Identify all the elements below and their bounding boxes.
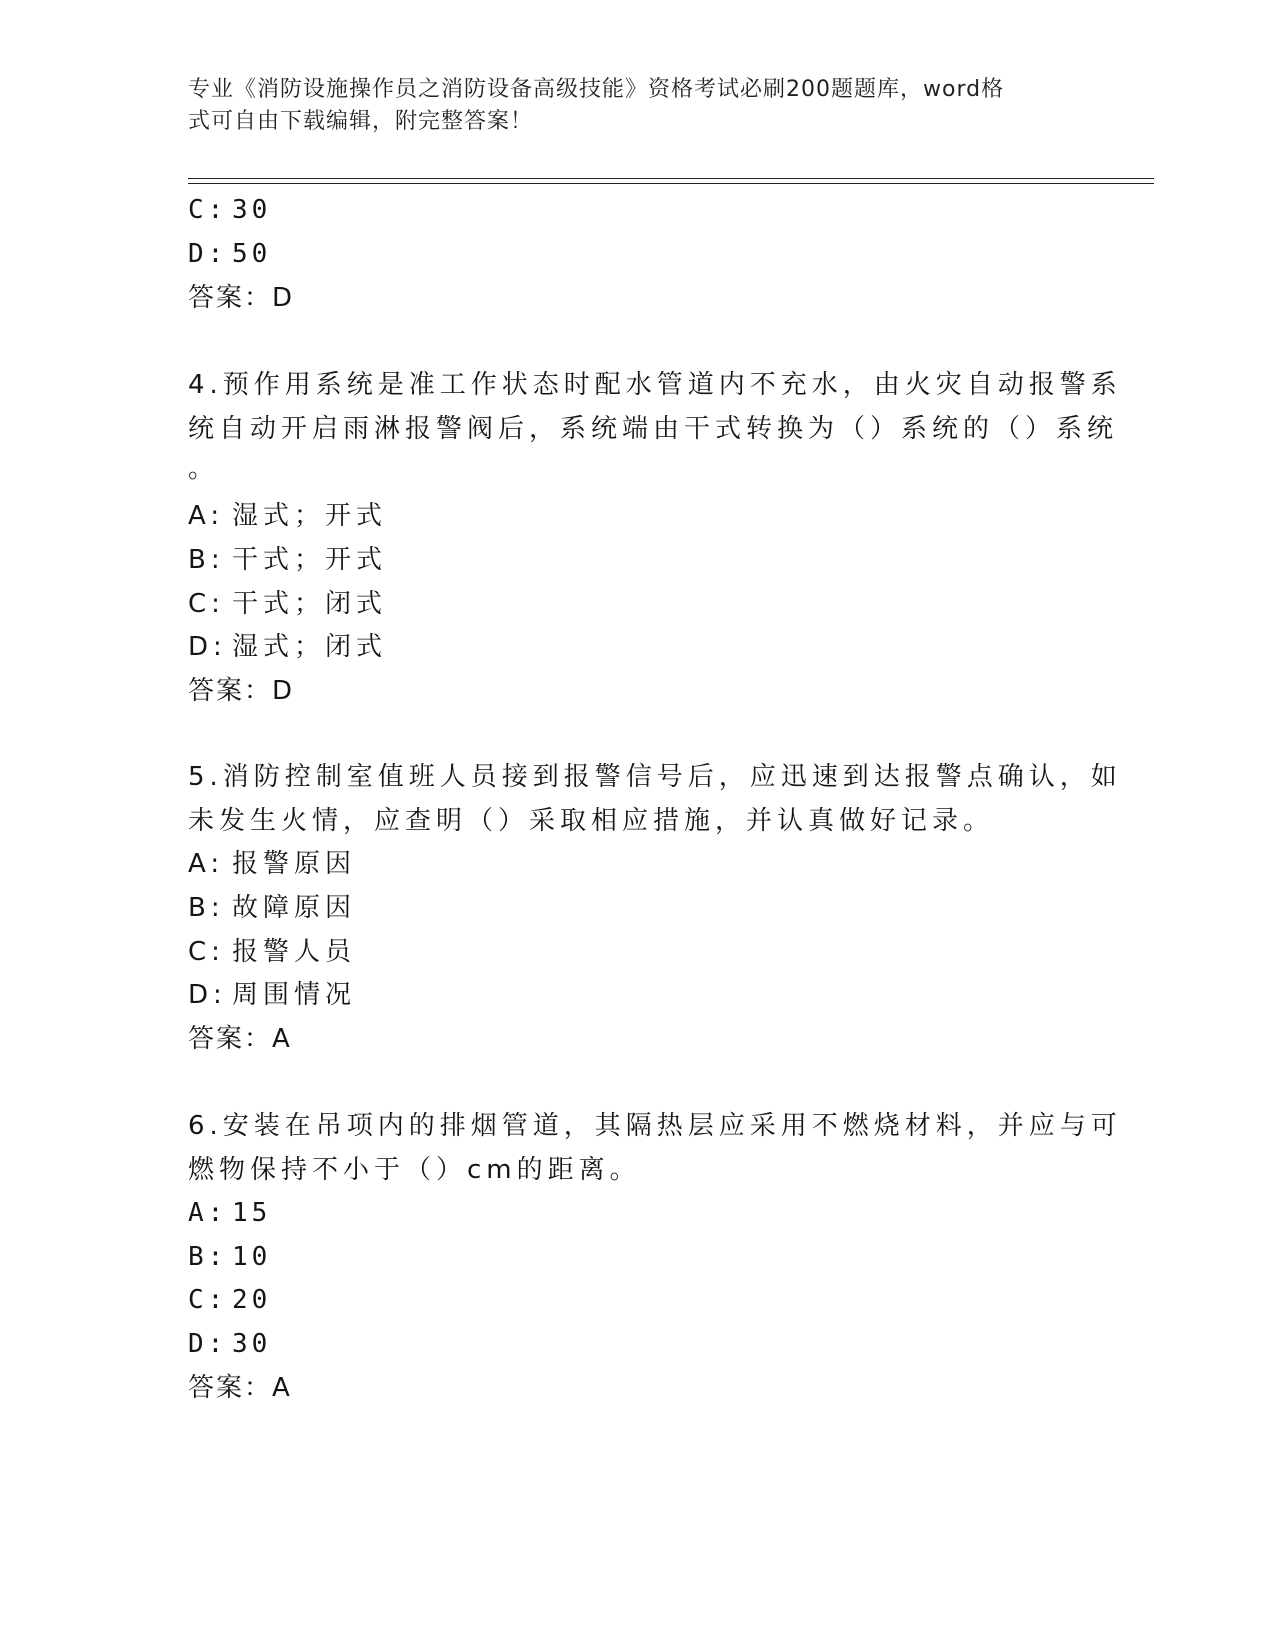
question-4-text-line-1: 4.预作用系统是准工作状态时配水管道内不充水，由火灾自动报警系: [188, 370, 1122, 400]
question-6-text-line-1: 6.安装在吊项内的排烟管道，其隔热层应采用不燃烧材料，并应与可: [188, 1111, 1122, 1141]
question-4-text-line-2: 统自动开启雨淋报警阀后，系统端由干式转换为（）系统的（）系统: [188, 414, 1119, 444]
option-c: C: 报警人员: [188, 937, 357, 967]
question-4-text-line-3: 。: [188, 454, 220, 484]
answer-q3: 答案：D: [188, 283, 295, 313]
option-b: B: 故障原因: [188, 893, 357, 923]
option-d: D: 湿式；闭式: [188, 632, 388, 662]
header-line-2: 式可自由下载编辑，附完整答案！: [188, 109, 534, 134]
answer-q6: 答案：A: [188, 1373, 292, 1403]
question-5-text-line-2: 未发生火情，应查明（）采取相应措施，并认真做好记录。: [188, 806, 995, 836]
answer-q5: 答案：A: [188, 1024, 292, 1054]
question-5-text-line-1: 5.消防控制室值班人员接到报警信号后，应迅速到达报警点确认，如: [188, 762, 1122, 792]
option-d: D: 50: [188, 239, 272, 269]
document-header: [188, 74, 1068, 138]
header-divider-top: [188, 178, 1154, 179]
answer-q4: 答案：D: [188, 676, 295, 706]
option-a: A: 15: [188, 1198, 272, 1228]
option-c: C: 20: [188, 1285, 272, 1315]
header-line-1: 专业《消防设施操作员之消防设备高级技能》资格考试必刷200题题库，word格: [188, 77, 1005, 102]
option-d: D: 30: [188, 1329, 272, 1359]
option-b: B: 干式；开式: [188, 545, 388, 575]
option-a: A: 报警原因: [188, 849, 357, 879]
question-6-text-line-2: 燃物保持不小于（）cm的距离。: [188, 1155, 641, 1185]
header-divider-bottom: [188, 183, 1154, 184]
option-b: B: 10: [188, 1242, 272, 1272]
option-c: C: 30: [188, 195, 272, 225]
option-c: C: 干式；闭式: [188, 589, 388, 619]
option-d: D: 周围情况: [188, 980, 357, 1010]
option-a: A: 湿式；开式: [188, 501, 388, 531]
